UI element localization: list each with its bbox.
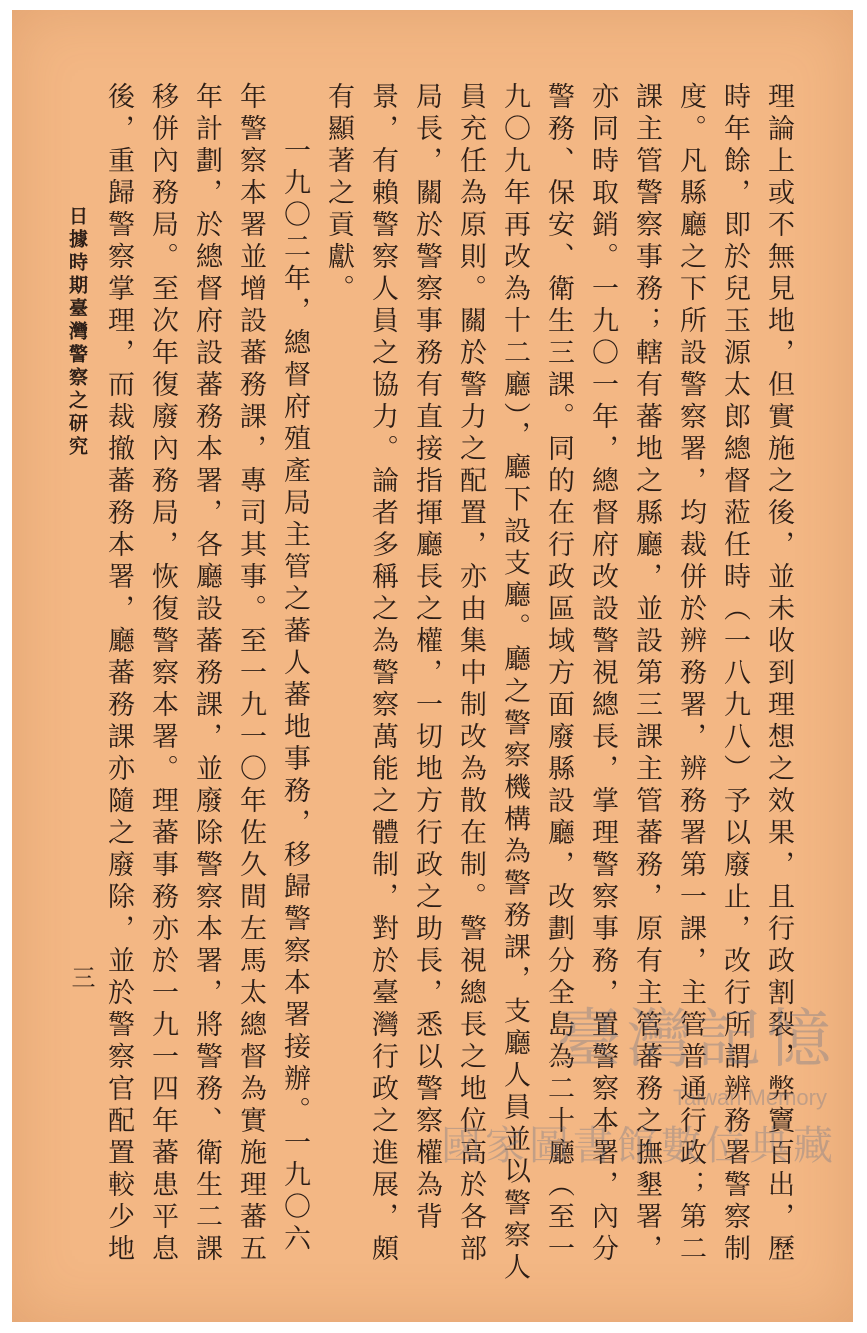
running-head: 日據時期臺灣警察之研究 — [66, 206, 88, 459]
watermark-title: 臺灣記憶 — [557, 1003, 837, 1077]
body-text — [92, 82, 800, 1287]
watermark-subtitle: Taiwan Memory — [672, 1085, 827, 1110]
book-page — [12, 10, 853, 1322]
paragraph-1: 理論上或不無見地，但實施之後，並未收到理想之效果，且行政割裂，弊竇百出，歷時年餘，即於兒玉源太郎總督蒞任時（一八九八）予以廢止，改行所謂辨務署警察制度。凡縣廳之下所設警察署，均裁併於辨務署，辨務署第一課，主管普通行政；第二課主管警察事務；轄有蕃地之縣廳，並設第三課主管蕃務，原有主管蕃務之撫墾署，亦同時取銷。一九〇一年，總督府改設警視總長，掌理警察事務，置警察本署，內分警務、保安、衛生三課。同的在行政區域方面廢縣設廳，改劃分全島為二十廳（至一九〇九年再改為十二廳），廳下設支廳。廳之警察機構為警務課，支廳人員並以警察人員充任為原則。關於警力之配置，亦由集中制改為散在制。警視總長之地位高於各部局長，關於警察事務有直接指揮廳長之權，一切地方行政之助長，悉以警察權為背景，有賴警察人員之協力。論者多稱之為警察萬能之體制，對於臺灣行政之進展，頗有顯著之貢獻。 — [323, 82, 794, 1285]
page-number: 三 — [67, 965, 95, 989]
paragraph-2: 一九〇二年，總督府殖產局主管之蕃人蕃地事務，移歸警察本署接辦。一九〇六年警察本署並增設蕃務課，專司其事。至一九一〇年佐久間左馬太總督為實施理蕃五年計劃，於總督府設蕃務本署，各廳設蕃務課，並廢除警察本署，將警務、衛生二課移併內務局。至次年復廢內務局，恢復警察本署。理蕃事務亦於一九一四年蕃患平息後，重歸警察掌理，而裁撤蕃務本署，廳蕃務課亦隨之廢除，並於警察官配置較少地 — [103, 82, 310, 1266]
watermark-library: 國家圖書館數位典藏 — [441, 1123, 837, 1169]
